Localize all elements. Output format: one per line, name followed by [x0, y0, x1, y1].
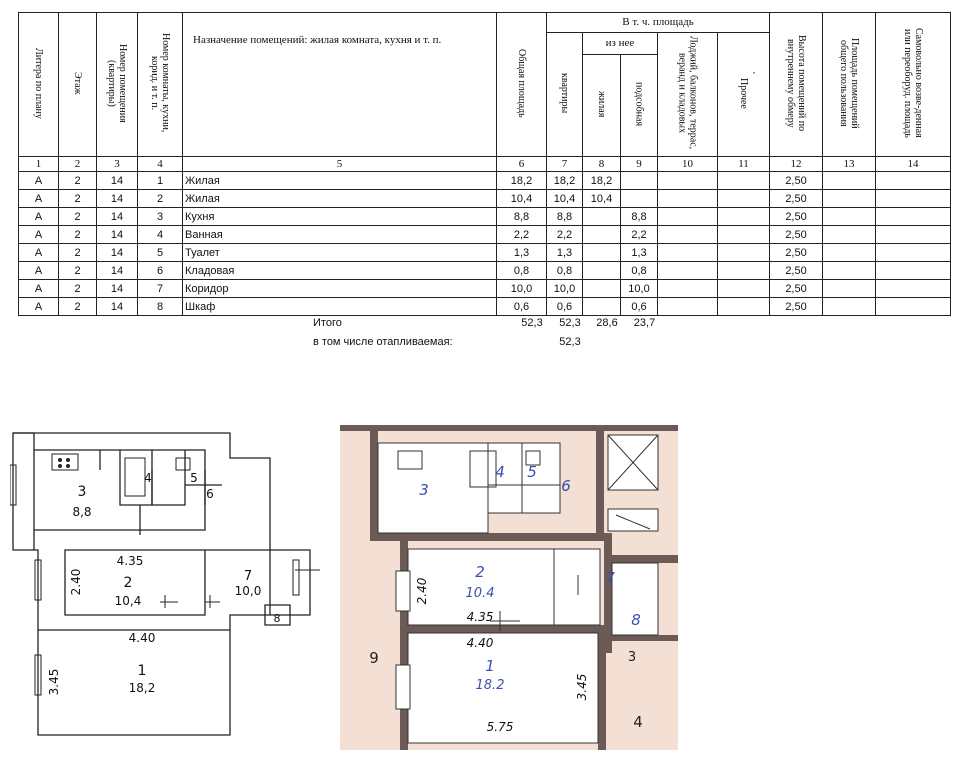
- total-label: Итого: [313, 317, 342, 329]
- column-number: 10: [658, 157, 718, 172]
- table-cell: [583, 226, 621, 244]
- table-cell: 3: [138, 208, 183, 226]
- plan-right-dim-depth-2: 2.40: [415, 577, 429, 605]
- table-cell: 8,8: [497, 208, 547, 226]
- header-purpose: Назначение помещений: жилая комната, кухня и т. п.: [183, 13, 497, 157]
- plan-right-room-5-no: 5: [527, 463, 537, 481]
- plan-right-room-6-no: 6: [561, 477, 571, 495]
- plan-right-room-4-no: 4: [495, 463, 505, 481]
- table-cell: 0,6: [621, 298, 658, 316]
- header-total-area: Общая площадь: [497, 13, 547, 157]
- column-number: 2: [59, 157, 97, 172]
- table-cell: [876, 190, 951, 208]
- header-loggias: Лоджий, балконов, террас, веранд и кладовых: [658, 33, 718, 157]
- plan-right-room-4b-no: 4: [633, 713, 643, 731]
- total-living: 28,6: [596, 317, 618, 329]
- header-apartment-no: Номер помещения (квартиры): [97, 13, 138, 157]
- column-number: 8: [583, 157, 621, 172]
- table-row: [19, 262, 951, 280]
- table-cell: 2: [59, 226, 97, 244]
- table-cell: [583, 262, 621, 280]
- table-cell: 10,4: [547, 190, 583, 208]
- floor-plan-schematic: [10, 430, 330, 750]
- table-cell: [718, 298, 770, 316]
- column-number: 13: [823, 157, 876, 172]
- table-cell: [823, 244, 876, 262]
- table-cell: А: [19, 280, 59, 298]
- table-cell: 14: [97, 208, 138, 226]
- table-row: [19, 244, 951, 262]
- total-general: 52,3: [521, 317, 543, 329]
- table-cell: [718, 280, 770, 298]
- table-cell: [823, 208, 876, 226]
- plan-left-dim-width-2: 4.35: [116, 554, 144, 568]
- table-cell: 14: [97, 298, 138, 316]
- plan-right-room-9-no: 9: [369, 649, 379, 667]
- table-cell: 2,50: [770, 244, 823, 262]
- table-cell: Туалет: [183, 244, 497, 262]
- plan-right-room-8-no: 8: [631, 611, 641, 629]
- table-cell: 2: [59, 190, 97, 208]
- table-cell: 7: [138, 280, 183, 298]
- floor-plan-scan: [340, 425, 678, 750]
- table-cell: 2: [138, 190, 183, 208]
- table-row: [19, 298, 951, 316]
- table-row: [19, 208, 951, 226]
- table-cell: 2,50: [770, 298, 823, 316]
- column-number: 6: [497, 157, 547, 172]
- table-cell: [658, 280, 718, 298]
- table-cell: 2,2: [547, 226, 583, 244]
- table-cell: [876, 208, 951, 226]
- table-cell: 1: [138, 172, 183, 190]
- plan-left-room-3-area: 8,8: [72, 505, 92, 519]
- explication-table: [18, 12, 951, 316]
- table-cell: [583, 280, 621, 298]
- table-cell: 2,50: [770, 172, 823, 190]
- table-cell: 2,50: [770, 280, 823, 298]
- table-cell: 10,0: [547, 280, 583, 298]
- table-cell: [876, 280, 951, 298]
- plan-left-dim-depth-1: 3.45: [47, 668, 61, 696]
- total-apartment: 52,3: [559, 317, 581, 329]
- table-cell: [823, 298, 876, 316]
- plan-left-room-1-area: 18,2: [128, 681, 156, 695]
- table-cell: [823, 262, 876, 280]
- table-cell: [823, 190, 876, 208]
- table-cell: [718, 226, 770, 244]
- plan-left-room-2-no: 2: [123, 575, 133, 591]
- table-cell: [583, 208, 621, 226]
- table-cell: 0,8: [547, 262, 583, 280]
- plan-left-room-7-area: 10,0: [234, 584, 262, 598]
- plan-left-room-6-no: 6: [206, 487, 214, 501]
- table-cell: 5: [138, 244, 183, 262]
- column-number: 9: [621, 157, 658, 172]
- table-cell: [823, 226, 876, 244]
- header-floor: Этаж: [59, 13, 97, 157]
- header-room-no: Номер комнаты, кухни, корид. и т. п.: [138, 13, 183, 157]
- header-living: жилая: [583, 54, 621, 156]
- header-height: Высота помещений по внутреннему обмеру: [770, 13, 823, 157]
- table-cell: [823, 172, 876, 190]
- table-row: [19, 172, 951, 190]
- table-cell: [621, 172, 658, 190]
- table-cell: [876, 262, 951, 280]
- table-cell: [718, 244, 770, 262]
- table-cell: 14: [97, 280, 138, 298]
- table-cell: Коридор: [183, 280, 497, 298]
- stray-dot: ·: [752, 65, 756, 79]
- table-cell: 2: [59, 208, 97, 226]
- table-cell: 14: [97, 244, 138, 262]
- plan-right-room-2-area: 10.4: [465, 586, 495, 601]
- table-cell: Жилая: [183, 190, 497, 208]
- table-cell: 1,3: [621, 244, 658, 262]
- table-cell: 0,8: [621, 262, 658, 280]
- table-cell: 18,2: [583, 172, 621, 190]
- table-cell: А: [19, 262, 59, 280]
- table-cell: Жилая: [183, 172, 497, 190]
- plan-right-room-1-area: 18.2: [475, 678, 505, 693]
- table-cell: [718, 190, 770, 208]
- table-cell: 2,50: [770, 226, 823, 244]
- plan-left-dim-depth-2: 2.40: [69, 568, 83, 596]
- plan-left-dim-width-1: 4.40: [128, 631, 156, 645]
- table-cell: [876, 172, 951, 190]
- plan-right-room-3b-no: 3: [627, 650, 637, 665]
- table-cell: [718, 262, 770, 280]
- table-cell: [876, 244, 951, 262]
- table-cell: 18,2: [547, 172, 583, 190]
- table-cell: 2: [59, 262, 97, 280]
- table-cell: [718, 172, 770, 190]
- table-cell: 0,8: [497, 262, 547, 280]
- table-cell: 10,4: [583, 190, 621, 208]
- heated-value: 52,3: [559, 336, 581, 348]
- table-cell: 14: [97, 172, 138, 190]
- table-cell: [621, 190, 658, 208]
- table-cell: 2,50: [770, 208, 823, 226]
- table-cell: 2,2: [497, 226, 547, 244]
- column-number: 12: [770, 157, 823, 172]
- header-utility: подсобная: [621, 54, 658, 156]
- column-numbers-row: [19, 157, 951, 172]
- column-number: 14: [876, 157, 951, 172]
- header-common-area: Площадь помещений общего пользования: [823, 13, 876, 157]
- table-cell: 10,4: [497, 190, 547, 208]
- column-number: 1: [19, 157, 59, 172]
- table-cell: Кухня: [183, 208, 497, 226]
- table-cell: 14: [97, 226, 138, 244]
- table-cell: 2,50: [770, 262, 823, 280]
- plan-right-room-7-no: 7: [605, 569, 615, 587]
- table-cell: [658, 226, 718, 244]
- table-cell: [658, 298, 718, 316]
- table-cell: [583, 244, 621, 262]
- plan-right-room-3-no: 3: [419, 481, 429, 499]
- table-cell: [658, 190, 718, 208]
- table-cell: 14: [97, 190, 138, 208]
- table-cell: [658, 262, 718, 280]
- table-cell: 8,8: [547, 208, 583, 226]
- header-incl-area: В т. ч. площадь: [547, 13, 770, 33]
- plan-right-dim-width-2: 4.35: [466, 610, 494, 624]
- table-cell: [876, 298, 951, 316]
- table-cell: А: [19, 190, 59, 208]
- table-cell: 4: [138, 226, 183, 244]
- table-cell: 14: [97, 262, 138, 280]
- plan-left-room-7-no: 7: [243, 569, 253, 584]
- total-utility: 23,7: [633, 317, 656, 329]
- table-cell: 2,50: [770, 190, 823, 208]
- plan-right-room-1-no: 1: [485, 657, 495, 675]
- table-body: [19, 172, 951, 316]
- table-cell: А: [19, 172, 59, 190]
- column-number: 5: [183, 157, 497, 172]
- table-cell: Шкаф: [183, 298, 497, 316]
- table-row: [19, 190, 951, 208]
- table-cell: А: [19, 208, 59, 226]
- table-cell: 8: [138, 298, 183, 316]
- table-cell: Ванная: [183, 226, 497, 244]
- plan-right-dim-width-1: 4.40: [466, 636, 494, 650]
- table-cell: 1,3: [547, 244, 583, 262]
- header-of-which: из нее: [583, 33, 658, 55]
- table-cell: 10,0: [497, 280, 547, 298]
- table-cell: 10,0: [621, 280, 658, 298]
- table-row: [19, 280, 951, 298]
- table-cell: 2: [59, 172, 97, 190]
- table-cell: 6: [138, 262, 183, 280]
- table-cell: 8,8: [621, 208, 658, 226]
- table-cell: А: [19, 244, 59, 262]
- table-cell: [658, 172, 718, 190]
- table-cell: А: [19, 226, 59, 244]
- header-apartment: квартиры: [547, 33, 583, 157]
- plan-right-dim-depth-1: 3.45: [575, 673, 589, 701]
- plan-left-room-8-no: 8: [273, 612, 281, 625]
- table-cell: [583, 298, 621, 316]
- table-row: [19, 226, 951, 244]
- table-cell: 2: [59, 244, 97, 262]
- table-cell: [658, 244, 718, 262]
- plan-left-room-4-no: 4: [144, 471, 152, 485]
- table-cell: 1,3: [497, 244, 547, 262]
- heated-label: в том числе отапливаемая:: [313, 336, 453, 348]
- header-other: Прочее: [718, 33, 770, 157]
- plan-right-dim-length-1: 5.75: [486, 720, 514, 734]
- plan-right-room-2-no: 2: [475, 563, 485, 581]
- column-number: 4: [138, 157, 183, 172]
- header-unauthorized: Самовольно возве-денная или переоборуд. площадь: [876, 13, 951, 157]
- plan-left-room-3-no: 3: [77, 484, 87, 500]
- column-number: 3: [97, 157, 138, 172]
- table-cell: [823, 280, 876, 298]
- table-cell: [658, 208, 718, 226]
- table-cell: [718, 208, 770, 226]
- table-cell: 2: [59, 298, 97, 316]
- plan-left-room-1-no: 1: [137, 663, 147, 679]
- column-number: 7: [547, 157, 583, 172]
- table-cell: 2,2: [621, 226, 658, 244]
- table-cell: 18,2: [497, 172, 547, 190]
- plan-left-room-2-area: 10,4: [114, 594, 142, 608]
- column-number: 11: [718, 157, 770, 172]
- table-cell: 0,6: [547, 298, 583, 316]
- plan-left-room-5-no: 5: [190, 471, 198, 485]
- header-litera: Литера по плану: [19, 13, 59, 157]
- table-cell: 2: [59, 280, 97, 298]
- table-cell: Кладовая: [183, 262, 497, 280]
- table-cell: [876, 226, 951, 244]
- table-cell: А: [19, 298, 59, 316]
- table-cell: 0,6: [497, 298, 547, 316]
